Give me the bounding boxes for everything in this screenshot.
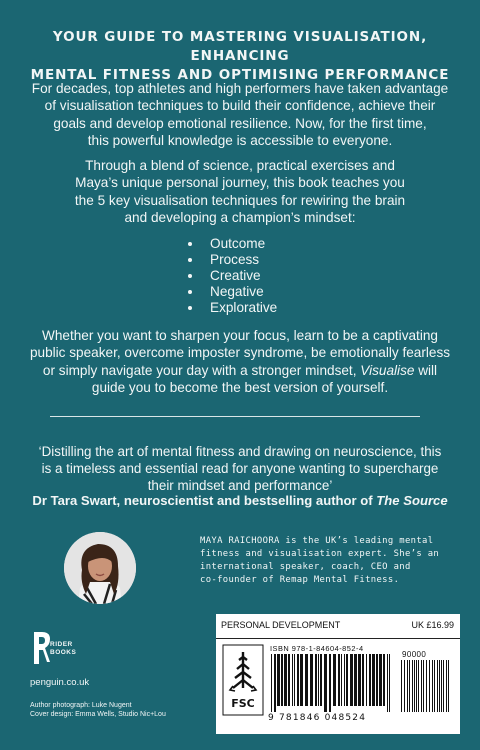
list-item: Negative [186,284,277,300]
price-row [216,614,460,639]
barcode-bar [350,654,353,706]
barcode-bar [423,660,424,712]
barcode-bar [434,660,435,712]
divider [50,416,420,417]
text-line: Maya’s unique personal journey, this book teaches you [75,175,405,191]
attribution-text: Dr Tara Swart, neuroscientist and bestselling author of [32,493,377,508]
logo-wordmark [50,641,76,656]
isbn-barcode [270,654,394,712]
price-label: UK £16.99 [411,620,454,630]
barcode-bar [277,654,280,706]
list-item: Explorative [186,300,277,316]
fsc-label: FSC [231,697,255,710]
barcode-bar [387,654,388,712]
barcode-bar [271,654,272,712]
quote-attribution [20,493,460,508]
text-line: Whether you want to sharpen your focus, learn to be a captivating [42,328,438,343]
barcode-bar [372,654,375,706]
text-line: the 5 key visualisation techniques for rewiring the brain [74,192,406,208]
isbn-number: ISBN 978-1-84604-852-4 [270,644,364,653]
price-barcode-box [216,614,460,734]
barcode-bar [389,654,390,712]
bio-line: MAYA RAICHOORA is the UK’s leading mental [200,536,434,546]
barcode-bar [320,654,322,706]
barcode-bar [274,654,276,712]
design-credit: Cover design: Emma Wells, Studio Nic+Lou [30,711,166,719]
text-fragment: or simply navigate your day with a stronger mindset, [42,362,361,378]
barcode-bar [341,654,342,706]
endorsement-quote [24,443,456,494]
barcode-bar [354,654,357,706]
barcode-bar [416,660,417,712]
barcode-bar [441,660,442,712]
quote-line: ‘Distilling the art of mental fitness and drawing on neuroscience, this [38,444,442,459]
addon-barcode [400,660,452,712]
logo-text-line: RIDER [50,641,73,648]
fsc-logo [222,644,264,721]
rider-books-logo [30,628,50,675]
barcode-bar [404,660,405,712]
bio-line: co-founder of Remap Mental Fitness. [200,575,400,585]
barcode-bar [284,654,287,706]
text-line: this powerful knowledge is accessible to everyone. [87,132,393,148]
bio-line: international speaker, coach, CEO and [200,562,411,572]
barcode-bar [329,654,331,712]
attribution-book-title: The Source [376,493,448,508]
category-label: PERSONAL DEVELOPMENT [221,620,341,630]
barcode-bar [362,654,364,706]
publisher-website: penguin.co.uk [30,677,90,688]
barcode-bar [333,654,336,706]
intro-paragraph [28,80,452,149]
barcode-bar [344,654,345,706]
list-item: Process [186,252,277,268]
barcode-bar [281,654,283,706]
barcode-bar [412,660,413,712]
text-line: and developing a champion’s mindset: [124,209,356,225]
text-line: goals and develop emotional resilience. Now, for the first time, [53,115,427,131]
technique-list [186,236,277,316]
barcode-bar [426,660,427,712]
barcode-bar [418,660,419,712]
barcode-bar [409,660,410,712]
author-photo [64,532,136,604]
barcode-bar [376,654,378,706]
barcode-bar [429,660,430,712]
barcode-digits: 9 781846 048524 [268,713,367,723]
barcode-bar [305,654,308,706]
benefits-paragraph [28,327,452,396]
barcode-bar [310,654,313,706]
author-bio [200,535,462,587]
barcode-bar [297,654,299,706]
back-cover-headline [20,28,460,85]
bio-line: fitness and visualisation expert. She’s an [200,549,440,559]
barcode-bar [288,654,290,706]
text-line: public speaker, overcome imposter syndrome, be emotionally fearless [29,345,451,361]
barcode-bar [414,660,415,712]
barcode-bar [292,654,293,706]
barcode-bar [432,660,433,712]
barcode-bar [443,660,444,712]
logo-text-line: BOOKS [50,648,77,656]
barcode-bar [294,654,295,706]
quote-line: is a timeless and essential read for anyone wanting to supercharge [41,461,439,476]
text-line [28,362,452,379]
barcode-bar [407,660,408,712]
barcode-bar [421,660,422,712]
addon-code: 90000 [402,650,427,659]
barcode-bar [379,654,382,706]
text-line: For decades, top athletes and high performers have taken advantage [31,81,449,96]
barcode-bar [448,660,449,712]
text-line: of visualisation techniques to build their confidence, achieve their [44,98,436,114]
text-fragment: will [414,362,438,378]
photo-credit: Author photograph: Luke Nugent [30,702,132,709]
barcode-bar [437,660,438,712]
barcode-bar [439,660,440,712]
headline-line: MENTAL FITNESS AND OPTIMISING PERFORMANCE [30,67,450,83]
book-title: Visualise [360,362,415,378]
barcode-bar [318,654,319,706]
method-paragraph [28,157,452,226]
barcode-bar [366,654,367,706]
barcode-bar [446,660,447,712]
list-item: Creative [186,268,277,284]
barcode-bar [358,654,361,706]
barcode-bar [300,654,303,706]
barcode-bar [401,660,402,712]
list-item: Outcome [186,236,277,252]
barcode-bar [315,654,317,706]
barcode-bar [369,654,371,706]
credits [30,701,166,719]
text-line: guide you to become the best version of yourself. [91,379,389,395]
barcode-bar [383,654,385,706]
quote-line: their mindset and performance’ [147,478,333,493]
barcode-bar [338,654,340,706]
headline-line: YOUR GUIDE TO MASTERING VISUALISATION, ENHANCING [52,29,428,64]
barcode-bar [346,654,348,706]
text-line: Through a blend of science, practical exercises and [85,158,395,173]
barcode-bar [324,654,327,712]
